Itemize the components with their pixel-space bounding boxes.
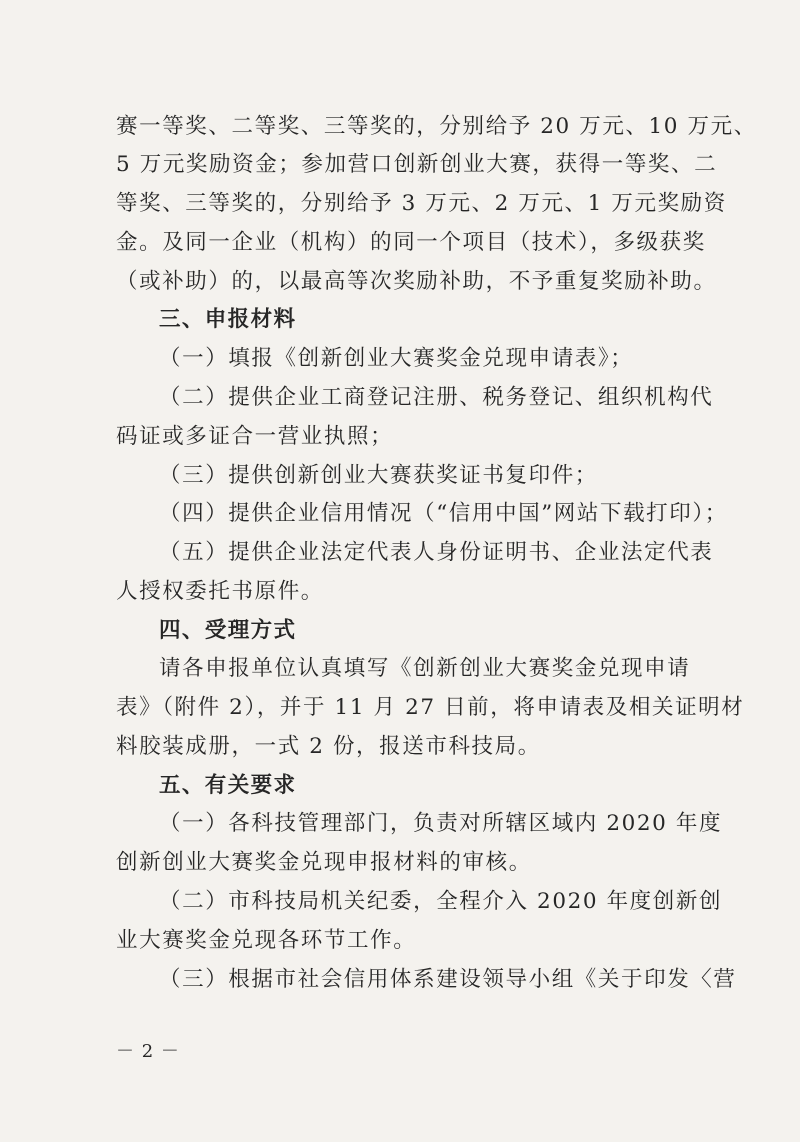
section-heading: 五、有关要求 — [159, 773, 297, 798]
list-item-continuation: 码证或多证合一营业执照； — [116, 424, 394, 449]
body-text-line: 赛一等奖、二等奖、三等奖的，分别给予 20 万元、10 万元、 — [116, 114, 757, 139]
body-text-line: 料胶装成册，一式 2 份，报送市科技局。 — [116, 734, 541, 759]
page-number: － 2 － — [116, 1041, 180, 1062]
body-text-line: 等奖、三等奖的，分别给予 3 万元、2 万元、1 万元奖励资 — [116, 191, 727, 216]
list-item-continuation: 创新创业大赛奖金兑现申报材料的审核。 — [116, 850, 532, 875]
body-text-line: 5 万元奖励资金；参加营口创新创业大赛，获得一等奖、二 — [116, 152, 718, 177]
list-item: （五）提供企业法定代表人身份证明书、企业法定代表 — [159, 540, 714, 565]
list-item: （二）提供企业工商登记注册、税务登记、组织机构代 — [159, 385, 714, 410]
body-text-line: 表》（附件 2），并于 11 月 27 日前，将申请表及相关证明材 — [116, 695, 745, 720]
list-item: （三）根据市社会信用体系建设领导小组《关于印发〈营 — [159, 967, 737, 992]
section-heading: 四、受理方式 — [159, 618, 297, 643]
body-text-line: （或补助）的，以最高等次奖励补助，不予重复奖励补助。 — [116, 269, 717, 294]
list-item: （四）提供企业信用情况（“信用中国”网站下载打印）； — [159, 501, 728, 526]
body-text-line: 金。及同一企业（机构）的同一个项目（技术），多级获奖 — [116, 230, 706, 255]
section-heading: 三、申报材料 — [159, 307, 297, 332]
list-item: （二）市科技局机关纪委，全程介入 2020 年度创新创 — [159, 889, 723, 914]
list-item: （三）提供创新创业大赛获奖证书复印件； — [159, 463, 598, 488]
list-item: （一）各科技管理部门，负责对所辖区域内 2020 年度 — [159, 811, 723, 836]
list-item-continuation: 人授权委托书原件。 — [116, 579, 324, 604]
list-item-continuation: 业大赛奖金兑现各环节工作。 — [116, 928, 417, 953]
list-item: （一）填报《创新创业大赛奖金兑现申请表》； — [159, 346, 634, 371]
body-text-line: 请各申报单位认真填写《创新创业大赛奖金兑现申请 — [159, 656, 691, 681]
